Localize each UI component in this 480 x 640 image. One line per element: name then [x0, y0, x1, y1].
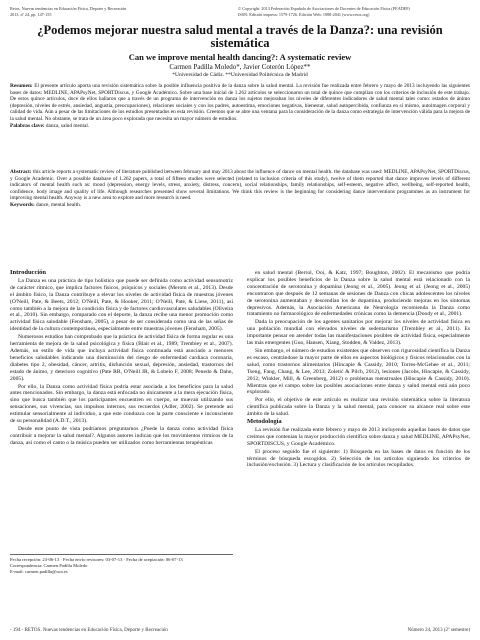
footnote-dates-correspondence: Fecha recepción: 23-06-13 · Fecha envío revisores: 03-07-13 · Fecha de aceptación: 06-07-13 Correspondencia: Carmen Padilla Moledo E-mail: carmen.padilla@uca.es: [10, 554, 233, 575]
paragraph: La revisión fue realizada entre febrero y mayo de 2013 incluyendo aquellas bases de datos que creímos que contenían la mayor producción científica sobre danza y salud MEDLINE, APAPsyNet, SPORTDISCUS, y Google Académico.: [247, 426, 470, 447]
column-left: [10, 270, 233, 448]
article-subtitle: Can we improve mental health dancing?: A systematic review: [128, 52, 352, 62]
page-footer-left: - 194 - RETOS. Nuevas tendencias en Educación Física, Deporte y Recreación: [10, 628, 168, 633]
paragraph: El proceso seguido fue el siguiente: 1) Búsqueda en las bases de datos en función de los términos de búsqueda escogidos. 2) Selección de los artículos siguiendo los criterios de inclusión/exclusión. 3) Lectura y clasificación de los artículos recopilados.: [247, 448, 470, 469]
page-footer: [10, 628, 470, 634]
abstract-english: [10, 169, 470, 209]
abstract-es-label: Resumen:: [10, 83, 33, 89]
section-heading-introduccion: Introducción: [10, 269, 46, 276]
paragraph: en salud mental (Berrol, Ooi, & Katz, 1997; Boughton, 2002). El mecanismo que podría explicar los posibles beneficios de la Danza sobre la salud mental está relacionado con la concentración de serotonina y dopamina (Jeong et al., 2005). Jeong et al. (Jeong et al., 2005) encontraron que después de 12 semanas de sesiones de Danza con chicas adolescentes los niveles de serotonina aumentaban y descendían los de dopamina, produciendo mejoras en los síntomas depresivos. Además, la Asociación Americana de Neurología recomienda la Danza como tratamiento no farmacológico de enfermedades crónicas como la demencia (Doody et al., 2001).: [247, 270, 470, 318]
paragraph: La Danza es una práctica de tipo holístico que puede ser definida como actividad sensomotriz de carácter rítmico, que implica factores físicos, psíquicos y sociales (Merom et al., 2013). Desde el ámbito físico, la Danza contribuye a elevar los niveles de actividad física de muestras jóvenes (O'Neill, Pate, & Beets, 2012; O'Neill, Pate, & Hooker, 2011; O'Neill, Pate, & Liese, 2011), así como también a la mejora de la condición física y de factores cardiovasculares saludables (Oliveira et al., 2010). Sin embargo, comparado con el deporte, la danza recibe una menor promoción como actividad física saludable (Fensham, 2005), a pesar de ser considerada como una de las señas de identidad de la cultura contemporánea, especialmente entre muestras jóvenes (Fensham, 2005).: [10, 277, 233, 333]
paragraph: Por ello, la Danza como actividad física podría estar asociada a los beneficios para la salud antes mencionados. Sin embargo, la danza está enfocada no únicamente a la mera ejecución física, sino que busca también que los participantes encuentren en cuerpo, se muevan utilizando sus sensaciones, sus vivencias, sus impulsos internos, sus recuerdos (Adler, 2002). Se pretende así estimular sensorialmente al individuo, a que este conduzca con la parte consciente e inconsciente de su personalidad (A.D.T., 2013).: [10, 383, 233, 425]
abstract-spanish: [10, 83, 470, 129]
page-footer-right: Número 24, 2013 (2º semestre): [407, 628, 470, 633]
column-right: [247, 270, 470, 470]
header-copyright: © Copyright: 2013 Federación Española de Asociaciones de Docentes de Educación Física (FEADEF) ISSN: Edición impresa: 1579-1726. Edición Web: 1988-2041 (www.retos.org): [238, 6, 411, 17]
paragraph: Por ello, el objetivo de este artículo es realizar una revisión sistemática sobre la literatura científica publicada sobre la Danza y la salud mental, para conocer su alcance real sobre este ámbito de la salud.: [247, 397, 470, 418]
affiliation: *Universidad de Cádiz. **Universidad Politécnica de Madrid: [172, 72, 308, 78]
paragraph: Dada la preocupación de los agentes sanitarios por mejorar los niveles de actividad física en una población mundial con elevados niveles de sedentarismo (Trembley et al., 2011). Es importante pensar en atender todas las manifestaciones posibles de actividad física, especialmente las más emergentes (Guo, Hansen, Xiang, Stodden, & Valdez, 2013).: [247, 319, 470, 347]
keywords-en-label: Keywords:: [10, 201, 35, 208]
keywords-es-label: Palabras clave:: [10, 122, 45, 129]
header-journal-info: Retos. Nuevas tendencias en Educación Física, Deporte y Recreación 2013, nº 24, pp. 147-155: [10, 6, 127, 17]
abstract-en-label: Abstract:: [10, 169, 32, 175]
keywords-en: dance, mental health.: [36, 201, 82, 208]
abstract-es-text: El presente artículo aporta una revisión sistemática sobre la posible influencia positiva de la danza sobre la salud mental. La revisión fue realizada entre febrero y mayo de 2013 incluyendo las siguientes bases de datos: MEDLINE, APAPsyNet, SPORTDiscus, y Google Académico. Sobre una base inicial de 1.262 artículos se seleccionaron un total de quince que cumplían con los criterios de inclusión de este trabajo. De estos quince artículos, doce de ellos hallaron que a través de un programa de intervención en danza los sujetos mejoraban los niveles de diferentes indicadores de salud mental tales como: estados de ánimo (depresión, niveles de estrés, ansiedad, angustia, preocupaciones), relaciones sociales y con los padres, autoestima, emociones negativas, bienestar, salud autopercibida, confianza en sí mismo, autoimagen corporal y calidad de vida. Aún a pesar de las limitaciones de los estudios presentados en esta revisión. Creemos que se abre una ventana para la consideración de la danza como estrategia de intervención válida para la mejora de la salud mental. No obstante, se trata de un área poco explorada que necesita un mayor número de estudios.: [10, 83, 470, 122]
paragraph: Numerosos estudios han comprobado que la práctica de actividad física de forma regular es una herramienta de mejora de la salud psicológica y física (Blair et al., 1989; Trembley et al., 2007). Además, un estilo de vida que incluya actividad física continuada está asociado a menores beneficios saludables indicando una disminución del riesgo de enfermedad cardíaca coronaria, diabetes tipo 2, obesidad, cáncer, artritis, disfunción sexual, depresión, ansiedad, trastornos del estado de ánimo, y deterioro cognitivo (Pate RR, O'Neill JR, & Lobelo F, 2008; Penedo & Dahn, 2005).: [10, 334, 233, 382]
abstract-en-text: this article reports a systematic review of literature published between february and may 2013 about the influence of dance on mental health. the database was used: MEDLINE, APAPsyNet, SPORTDiscus, y Google Academic. Over a possible database of 1.262 papers, a total of fifteen studies were selected (related to inclusion criteria of this study), twelve of them reported that dance improves levels of different indicators of mental health such as: mood (depression, energy levels, stress, anxiety, distress, concern), social relationships, family relationships, self-esteem, negative affect, wellbeing, self-reported health, confidence, body image and quality of life. Although researches presented show several limitations. We think this review is the beginning for considering dance interventions programmes as an instrument for improving mental health. Anyway is a new area to explore and more research is need.: [10, 169, 471, 202]
authors: Carmen Padilla Moledo*, Javier Coterón López**: [169, 63, 311, 71]
section-heading-metodologia: Metodología: [247, 418, 282, 426]
article-title: ¿Podemos mejorar nuestra salud mental a través de la Danza?: una revisión sistemática: [37, 23, 443, 50]
paragraph: Desde este punto de vista podríamos preguntarnos ¿Puede la danza como actividad física contribuir a mejorar la salud mental?. Algunos autores indican que los movimientos rítmicos de la danza, así como el canto o la música pueden ser utilizados como herramientas terapéuticas: [10, 425, 233, 446]
paragraph: Sin embargo, el número de estudios existentes que observen con rigurosidad científica la Danza es escaso, centrándose la mayor parte de ellos en aspectos biológicos y físicos relacionados con la salud, como trastornos alimentarios (Hincapie & Cassidy, 2010; Torres-McGehee et al., 2011; Tseng, Fang, Chang, & Lee, 2013; Zoletić & Pilch, 2012), lesiones (Jacobs, Hincapie, & Cassidy, 2012; Winkler, Mill, & Greenberg, 2012) o problemas menstruales (Hincapie & Cassidy, 2010). Mientras que el campo sobre las posibles asociaciones entre danza y salud mental está aún poco explorado.: [247, 347, 470, 396]
keywords-es: danza, salud mental.: [45, 122, 90, 129]
